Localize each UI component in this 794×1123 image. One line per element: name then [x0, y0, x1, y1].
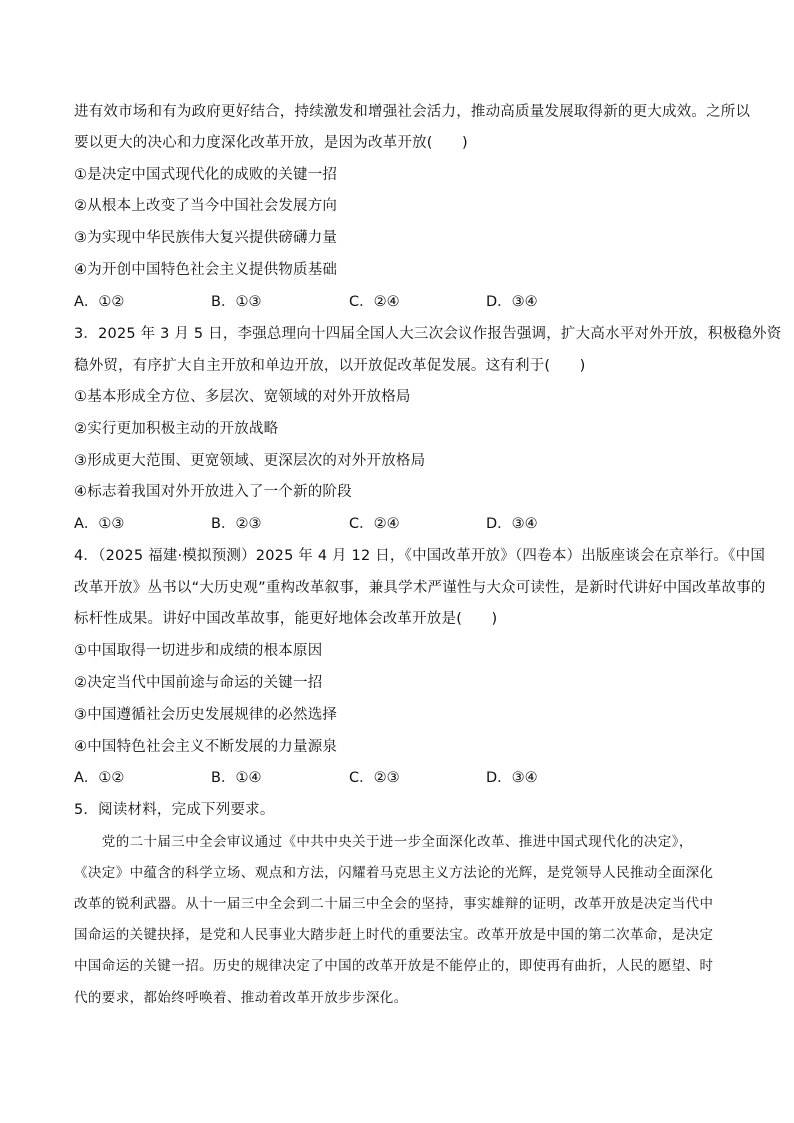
q2-option-d[interactable]: D．③④ — [486, 294, 538, 310]
q2-option-c[interactable]: C．②④ — [349, 294, 400, 310]
q4-option-b[interactable]: B．①④ — [211, 770, 262, 786]
q4-option-c[interactable]: C．②③ — [349, 770, 400, 786]
q4-stem-line-3: 标杆性成果。讲好中国改革故事，能更好地体会改革开放是( ) — [74, 611, 498, 627]
q3-stem-line-2: 稳外贸，有序扩大自主开放和单边开放，以开放促改革促发展。这有利于( ) — [74, 358, 586, 374]
q3-option-c[interactable]: C．②④ — [349, 516, 400, 532]
q2-option-b[interactable]: B．①③ — [211, 294, 262, 310]
q4-option-a[interactable]: A．①② — [74, 770, 125, 786]
q4-item-4: ④中国特色社会主义不断发展的力量源泉 — [74, 739, 338, 755]
q3-option-b[interactable]: B．②③ — [211, 516, 262, 532]
q2-item-4: ④为开创中国特色社会主义提供物质基础 — [74, 262, 338, 278]
q4-item-3: ③中国遵循社会历史发展规律的必然选择 — [74, 707, 338, 723]
q3-item-3: ③形成更大范围、更宽领域、更深层次的对外开放格局 — [74, 453, 426, 469]
q4-option-d[interactable]: D．③④ — [486, 770, 538, 786]
q4-item-1: ①中国取得一切进步和成绩的根本原因 — [74, 643, 323, 659]
material-line-6: 代的要求，都始终呼唤着、推动着改革开放步步深化。 — [74, 990, 408, 1006]
q3-item-1: ①基本形成全方位、多层次、宽领域的对外开放格局 — [74, 389, 411, 405]
q2-item-1: ①是决定中国式现代化的成败的关键一招 — [74, 167, 338, 183]
q3-item-2: ②实行更加积极主动的开放战略 — [74, 421, 279, 437]
q4-stem-line-1: 4．（2025 福建·模拟预测）2025 年 4 月 12 日，《中国改革开放》（四卷本）出版座谈会在京举行。《中国 — [74, 548, 766, 564]
q2-stem-line-1: 进有效市场和有为政府更好结合，持续激发和增强社会活力，推动高质量发展取得新的更大成效。之所以 — [74, 104, 751, 120]
q3-item-4: ④标志着我国对外开放进入了一个新的阶段 — [74, 484, 352, 500]
q4-stem-line-2: 改革开放》丛书以“大历史观”重构改革叙事，兼具学术严谨性与大众可读性，是新时代讲好中国改革故事的 — [74, 580, 766, 596]
q2-option-a[interactable]: A．①② — [74, 294, 125, 310]
q5-stem: 5．阅读材料，完成下列要求。 — [74, 802, 275, 818]
q3-options — [74, 514, 734, 534]
q2-item-2: ②从根本上改变了当今中国社会发展方向 — [74, 198, 338, 214]
material-line-5: 中国命运的关键一招。历史的规律决定了中国的改革开放是不能停止的，即使再有曲折，人民的愿望、时 — [74, 958, 714, 974]
q4-item-2: ②决定当代中国前途与命运的关键一招 — [74, 675, 323, 691]
q4-options — [74, 768, 734, 788]
material-line-1: 党的二十届三中全会审议通过《中共中央关于进一步全面深化改革、推进中国式现代化的决定》， — [74, 834, 693, 850]
q3-stem-line-1: 3．2025 年 3 月 5 日，李强总理向十四届全国人大三次会议作报告强调，扩大高水平对外开放，积极稳外资 — [74, 326, 782, 342]
q3-option-d[interactable]: D．③④ — [486, 516, 538, 532]
material-line-3: 改革的锐利武器。从十一届三中全会到二十届三中全会的坚持，事实雄辩的证明，改革开放是决定当代中 — [74, 896, 714, 912]
material-line-2: 《决定》中蕴含的科学立场、观点和方法，闪耀着马克思主义方法论的光辉，是党领导人民推动全面深化 — [74, 865, 714, 881]
material-line-4: 国命运的关键抉择，是党和人民事业大踏步赶上时代的重要法宝。改革开放是中国的第二次革命，是决定 — [74, 927, 714, 943]
q3-option-a[interactable]: A．①③ — [74, 516, 125, 532]
q2-stem-line-2: 要以更大的决心和力度深化改革开放，是因为改革开放( ) — [74, 135, 468, 151]
q2-options — [74, 292, 734, 312]
q2-item-3: ③为实现中华民族伟大复兴提供磅礴力量 — [74, 230, 338, 246]
